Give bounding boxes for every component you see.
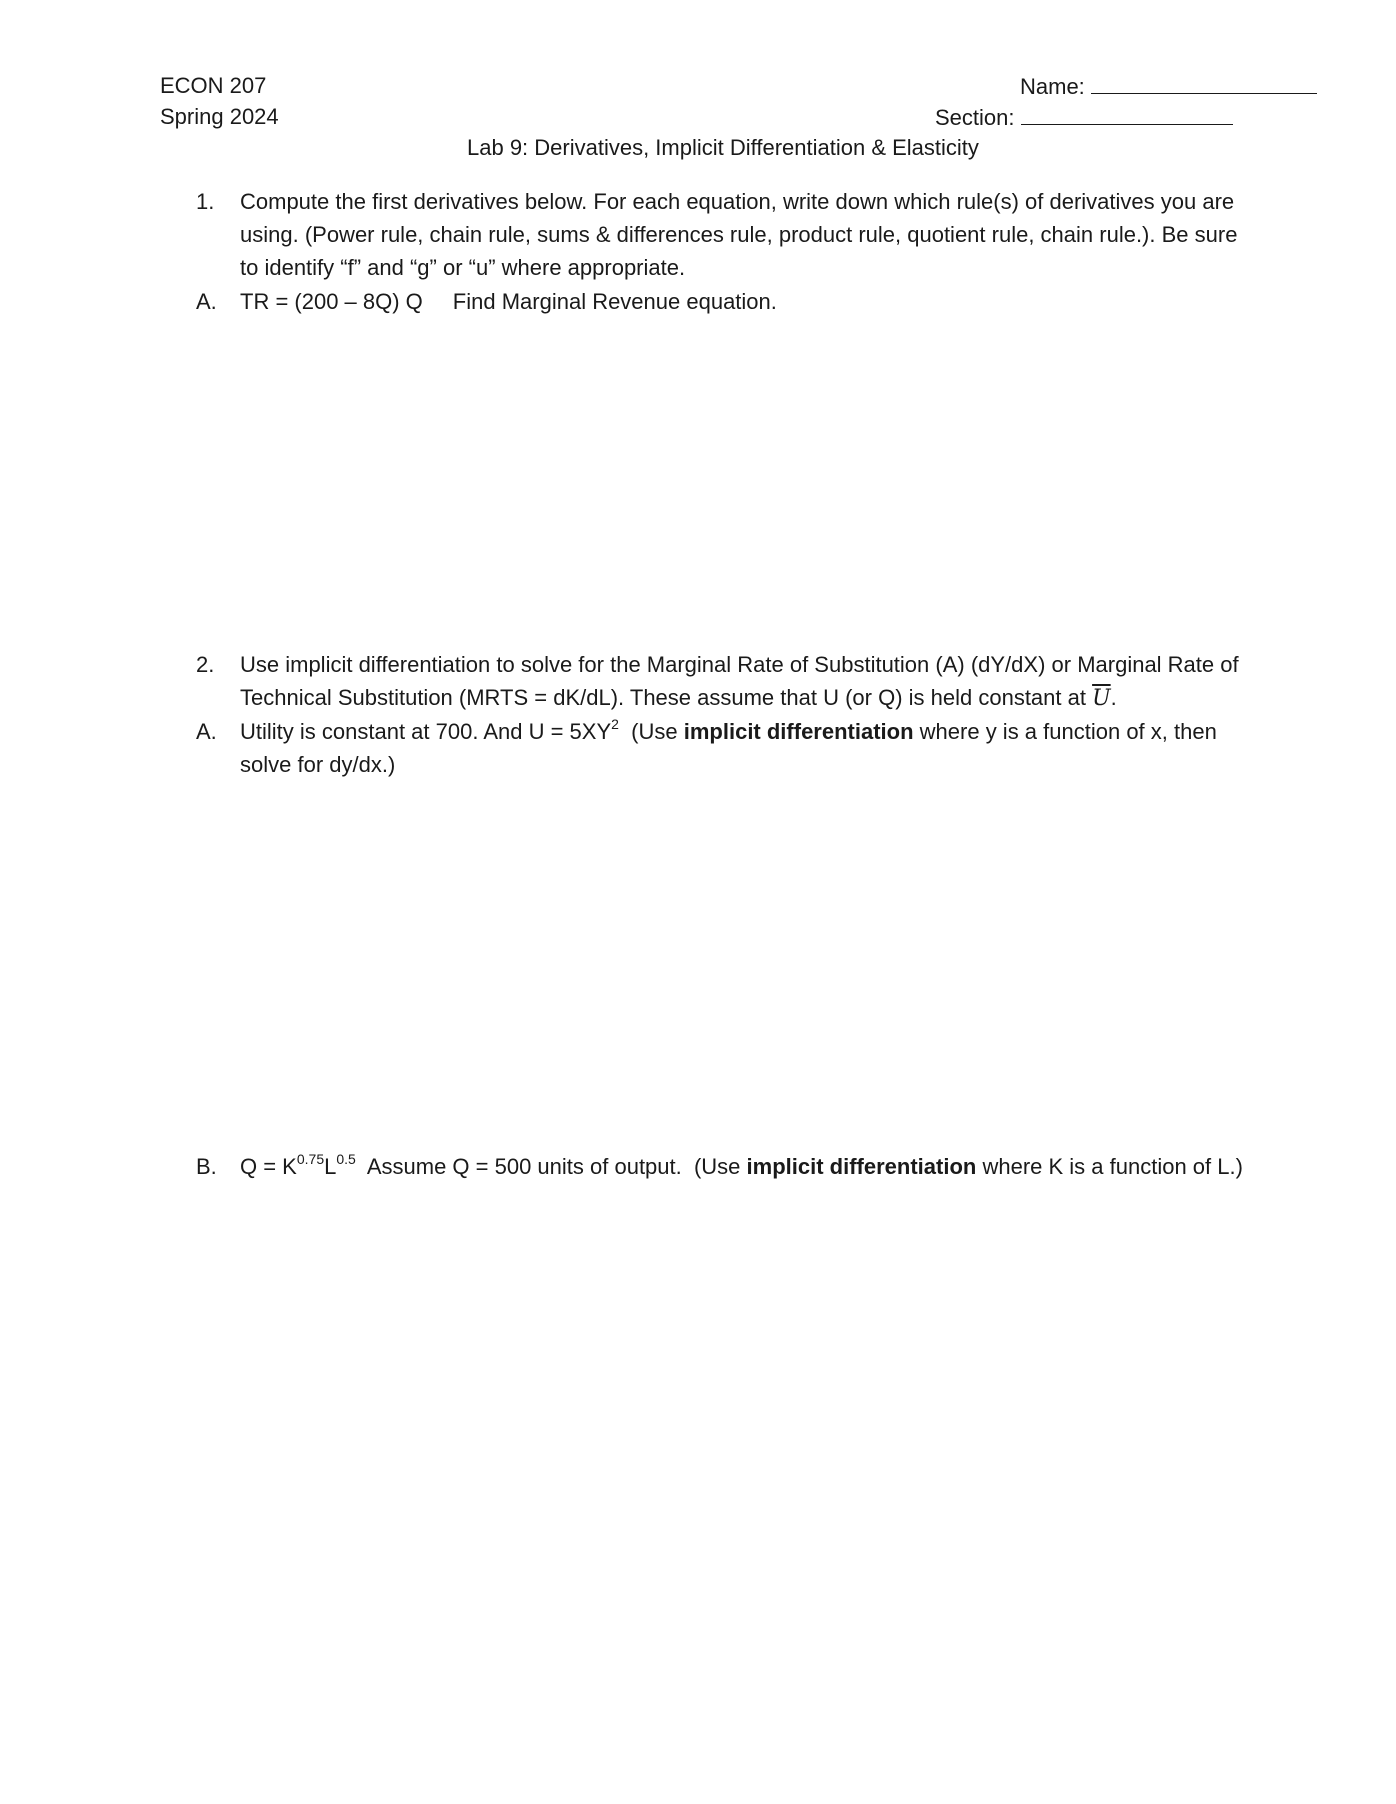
question-text bbox=[240, 648, 1320, 715]
part-text-pre: Utility is constant at 700. And U = 5XY bbox=[240, 719, 612, 744]
part-text bbox=[240, 285, 777, 318]
part-marker: B. bbox=[196, 1154, 217, 1179]
part-marker: A. bbox=[196, 289, 217, 314]
question-line: using. (Power rule, chain rule, sums & differences rule, product rule, quotient rule, chain rule.). Be sure bbox=[240, 222, 1238, 247]
part-text-mid: (Use bbox=[618, 719, 684, 744]
question-line-text: Technical Substitution (MRTS = dK/dL). These assume that U (or Q) is held constant at bbox=[240, 685, 1093, 710]
course-code: ECON 207 bbox=[160, 73, 267, 98]
equation-pre: Q = K bbox=[240, 1154, 297, 1179]
emphasis: implicit differentiation bbox=[746, 1154, 977, 1179]
page-title: Lab 9: Derivatives, Implicit Differentiation & Elasticity bbox=[467, 135, 979, 160]
question-line: to identify “f” and “g” or “u” where appropriate. bbox=[240, 255, 686, 280]
period: . bbox=[1110, 685, 1117, 710]
section-blank[interactable] bbox=[1021, 102, 1233, 125]
part-text bbox=[240, 715, 1320, 781]
part-line bbox=[240, 715, 1320, 748]
term: Spring 2024 bbox=[160, 104, 279, 129]
name-label: Name: bbox=[1020, 74, 1085, 99]
part-text-post: where K is a function of L.) bbox=[976, 1154, 1243, 1179]
part-text-post: where y is a function of x, then bbox=[913, 719, 1217, 744]
instruction: Find Marginal Revenue equation. bbox=[452, 289, 777, 314]
k-exponent: 0.75 bbox=[296, 1150, 325, 1167]
part-text-mid: Assume Q = 500 units of output. (Use bbox=[355, 1154, 747, 1179]
equation: TR = (200 – 8Q) Q bbox=[240, 289, 423, 314]
question-line: Use implicit differentiation to solve for the Marginal Rate of Substitution (A) (dY/dX) or Marginal Rate of bbox=[240, 652, 1239, 677]
name-blank[interactable] bbox=[1091, 71, 1317, 94]
question-line: Compute the first derivatives below. For each equation, write down which rule(s) of derivatives you are bbox=[240, 189, 1235, 214]
question-text bbox=[240, 185, 1320, 284]
question-number: 1. bbox=[196, 189, 215, 214]
emphasis: implicit differentiation bbox=[683, 719, 914, 744]
l-exponent: 0.5 bbox=[336, 1150, 356, 1167]
l-base: L bbox=[324, 1154, 337, 1179]
u-bar-symbol: $\overline{U}$ bbox=[1092, 686, 1111, 711]
exponent: 2 bbox=[611, 715, 619, 732]
section-field bbox=[935, 102, 1233, 133]
name-field bbox=[1020, 71, 1317, 102]
question-number: 2. bbox=[196, 652, 215, 677]
part-line: solve for dy/dx.) bbox=[240, 752, 396, 777]
question-line bbox=[240, 681, 1320, 715]
part-marker: A. bbox=[196, 719, 217, 744]
section-label: Section: bbox=[935, 105, 1015, 130]
part-text bbox=[240, 1150, 1243, 1183]
